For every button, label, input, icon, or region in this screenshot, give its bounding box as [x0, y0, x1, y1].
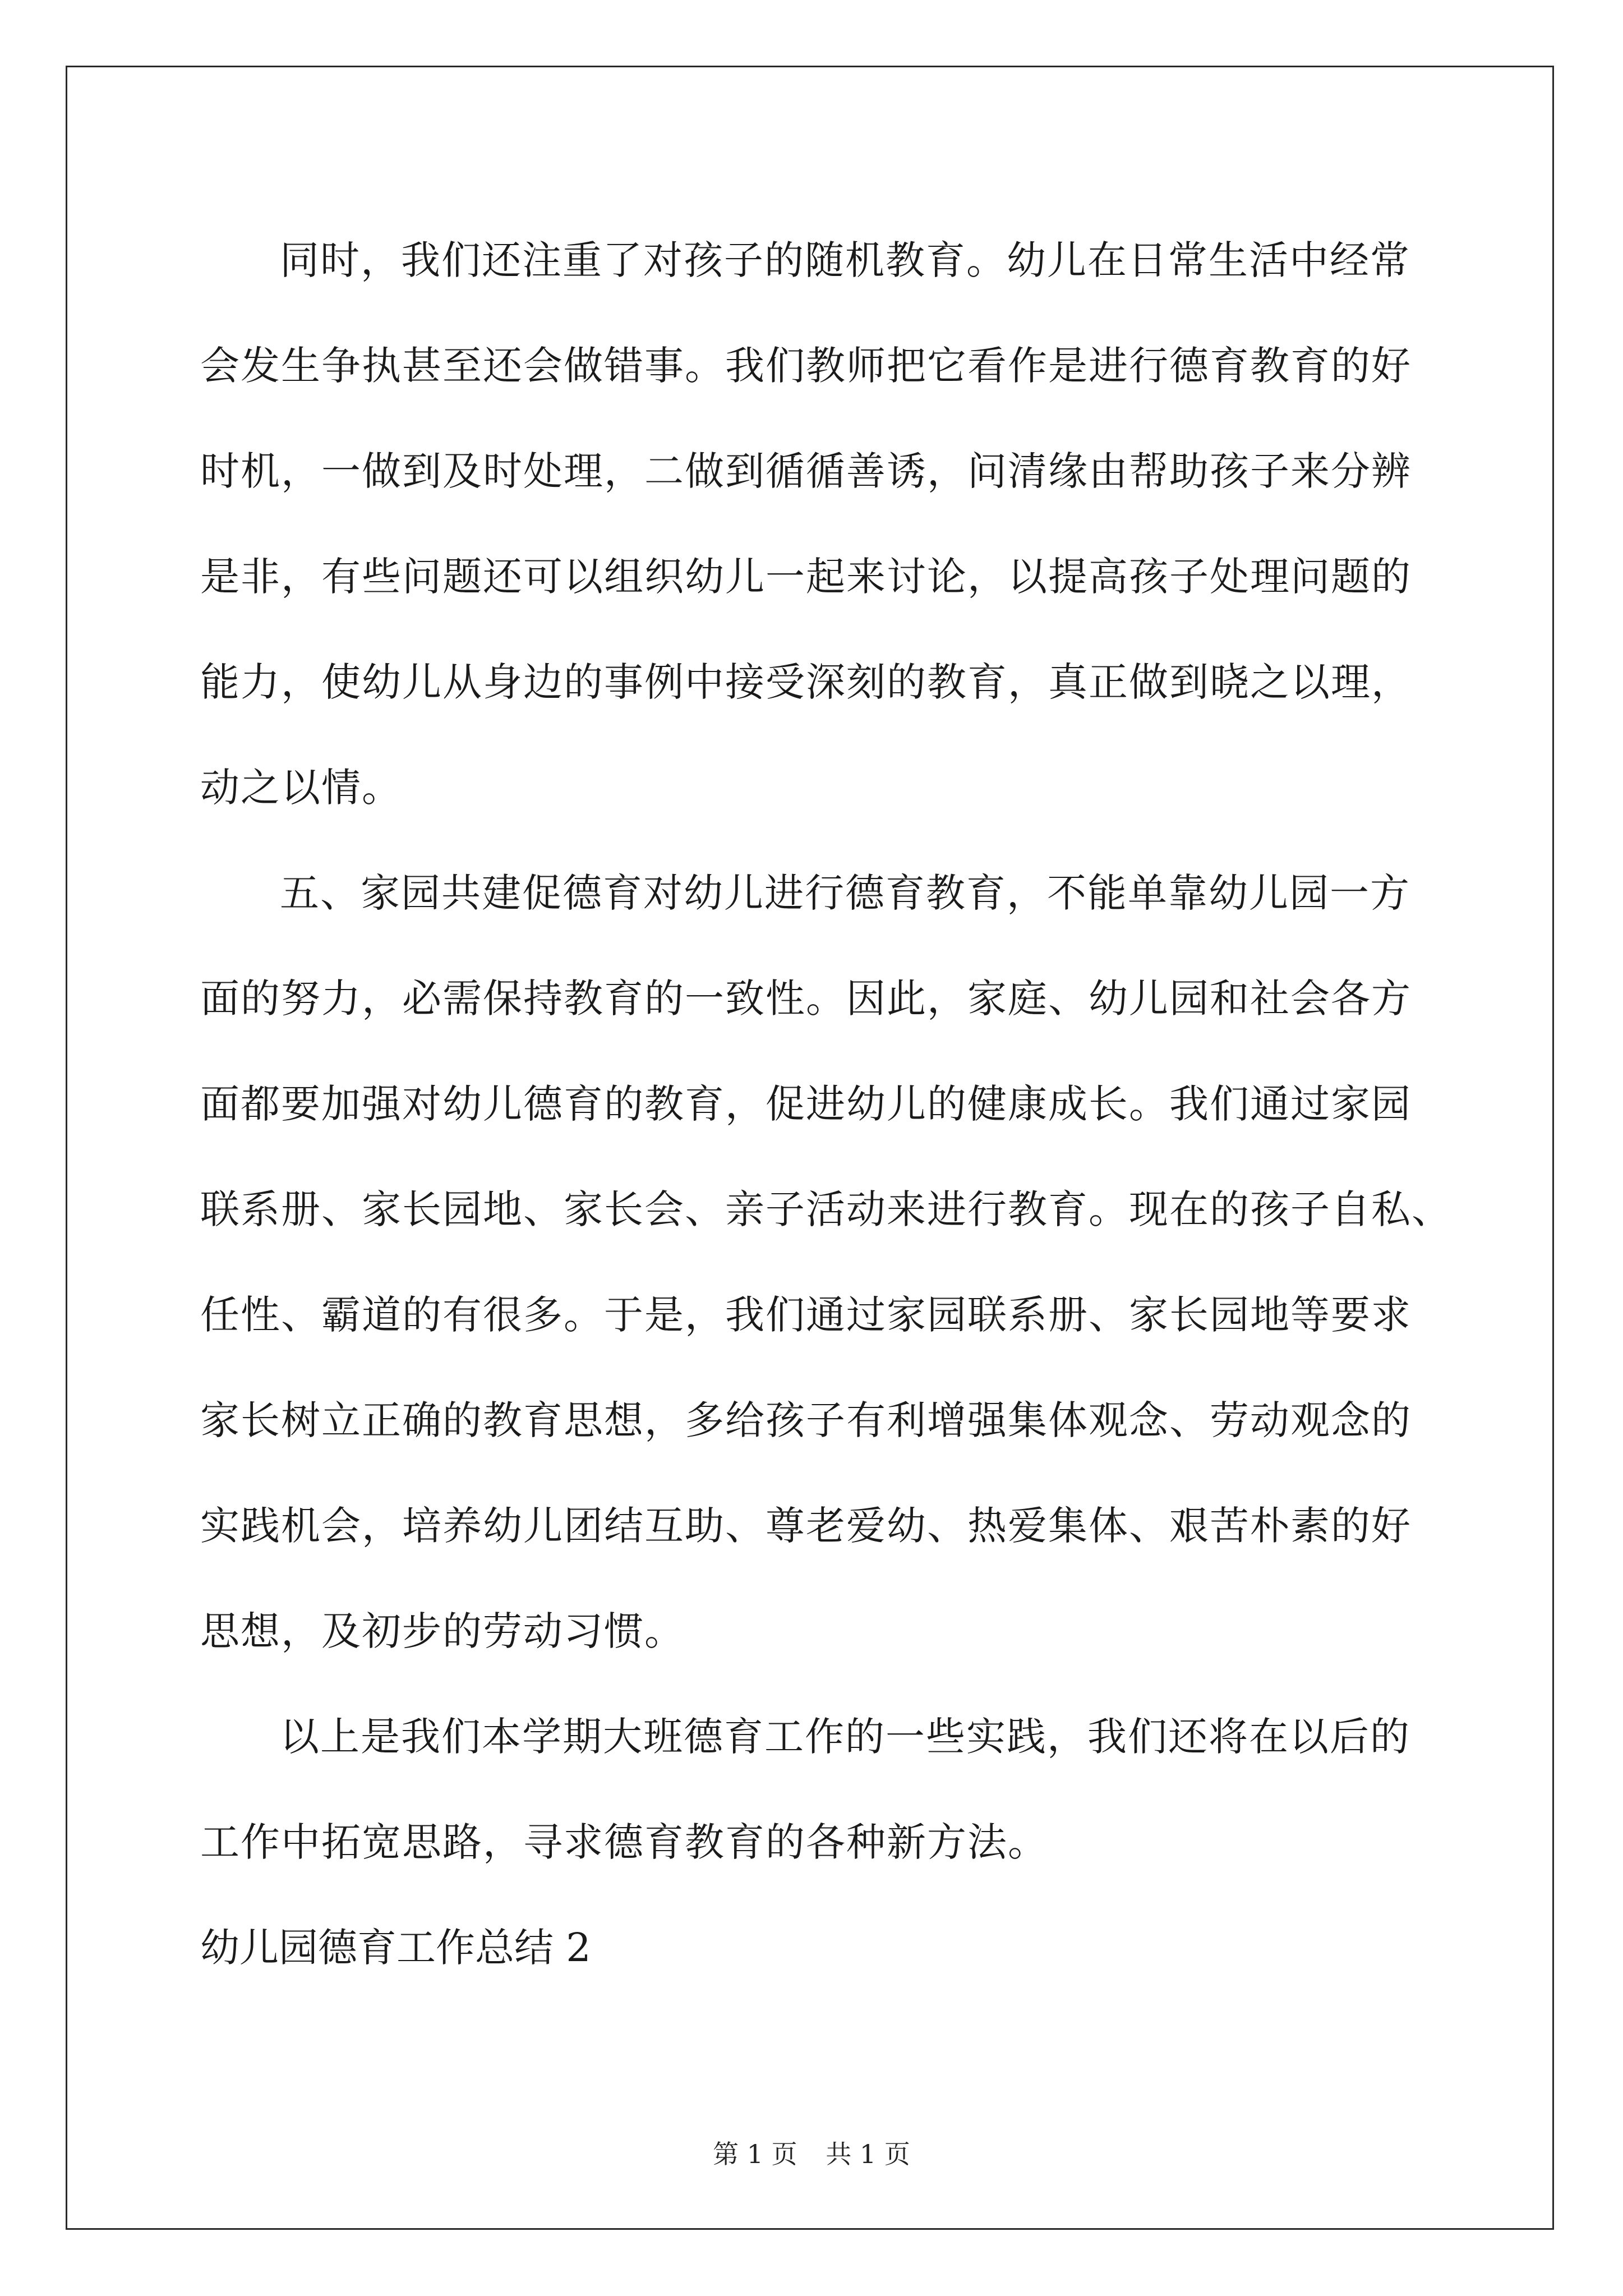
- text-line: 思想，及初步的劳动习惯。: [200, 1608, 685, 1654]
- paragraph-conclusion: [200, 1684, 1434, 1895]
- text-line: 动之以情。: [200, 765, 402, 811]
- section-title: 幼儿园德育工作总结 2: [200, 1925, 591, 1971]
- text-line: 实践机会，培养幼儿团结互助、尊老爱幼、热爱集体、艰苦朴素的好: [200, 1503, 1412, 1549]
- page-number: 第 1 页: [713, 2139, 797, 2169]
- text-line: 会发生争执甚至还会做错事。我们教师把它看作是进行德育教育的好: [200, 343, 1412, 389]
- text-line: 面的努力，必需保持教育的一致性。因此，家庭、幼儿园和社会各方: [200, 976, 1412, 1022]
- page-total: 共 1 页: [826, 2139, 910, 2169]
- text-line: 同时，我们还注重了对孩子的随机教育。幼儿在日常生活中经常: [280, 237, 1410, 283]
- text-line: 家长树立正确的教育思想，多给孩子有利增强集体观念、劳动观念的: [200, 1397, 1412, 1443]
- paragraph-random-education: [200, 208, 1434, 840]
- text-line: 面都要加强对幼儿德育的教育，促进幼儿的健康成长。我们通过家园: [200, 1081, 1412, 1127]
- text-line: 以上是我们本学期大班德育工作的一些实践，我们还将在以后的: [280, 1714, 1410, 1760]
- text-line: 联系册、家长园地、家长会、亲子活动来进行教育。现在的孩子自私、: [200, 1186, 1452, 1232]
- text-line: 是非，有些问题还可以组织幼儿一起来讨论，以提高孩子处理问题的: [200, 554, 1412, 600]
- document-body: [200, 208, 1452, 2000]
- paragraph-home-school: [200, 840, 1452, 1684]
- text-line: 工作中拓宽思路，寻求德育教育的各种新方法。: [200, 1819, 1048, 1865]
- text-line: 五、家园共建促德育对幼儿进行德育教育，不能单靠幼儿园一方: [280, 870, 1410, 916]
- page-footer: [0, 2137, 1623, 2171]
- text-line: 时机，一做到及时处理，二做到循循善诱，问清缘由帮助孩子来分辨: [200, 448, 1412, 494]
- text-line: 任性、霸道的有很多。于是，我们通过家园联系册、家长园地等要求: [200, 1292, 1412, 1338]
- text-line: 能力，使幼儿从身边的事例中接受深刻的教育，真正做到晓之以理，: [200, 659, 1412, 705]
